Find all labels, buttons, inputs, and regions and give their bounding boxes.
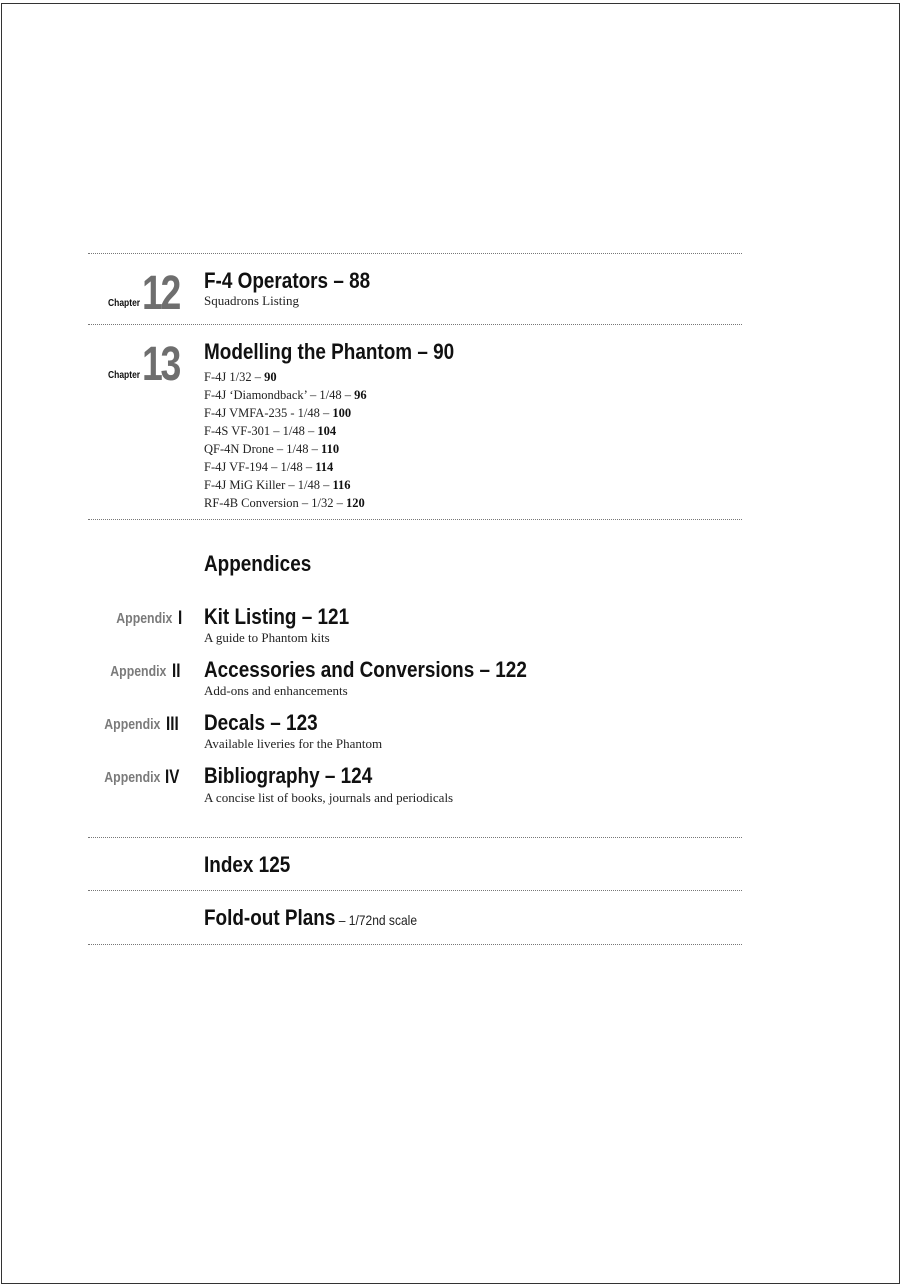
appendix-title: Bibliography – 124	[204, 763, 373, 788]
appendix-label: Appendix	[103, 769, 160, 786]
chapter-contents-list	[204, 368, 367, 512]
chapter-number: 12	[142, 267, 179, 320]
list-item: F-4J ‘Diamondback’ – 1/48 – 96	[204, 388, 367, 402]
index-entry: Index 125	[204, 852, 291, 877]
foldout-scale: – 1/72nd scale	[335, 912, 418, 928]
divider	[88, 837, 742, 838]
appendix-subtitle: A guide to Phantom kits	[204, 630, 330, 645]
chapter-label: Chapter	[108, 370, 141, 381]
divider	[88, 944, 742, 945]
chapter-title: F-4 Operators – 88	[204, 268, 371, 293]
page	[1, 3, 900, 1284]
divider	[88, 253, 742, 254]
list-item: F-4J VF-194 – 1/48 – 114	[204, 460, 334, 474]
divider	[88, 890, 742, 891]
list-item: F-4J VMFA-235 - 1/48 – 100	[204, 406, 352, 420]
appendix-numeral: III	[166, 714, 179, 735]
list-item: QF-4N Drone – 1/48 – 110	[204, 442, 340, 456]
chapter-label: Chapter	[108, 298, 141, 309]
appendix-title: Accessories and Conversions – 122	[204, 657, 527, 682]
appendix-numeral: IV	[165, 767, 180, 788]
appendix-label: Appendix	[103, 716, 160, 733]
appendix-label: Appendix	[115, 610, 172, 627]
divider	[88, 324, 742, 325]
appendix-label: Appendix	[109, 663, 166, 680]
list-item: RF-4B Conversion – 1/32 – 120	[204, 496, 365, 510]
appendix-subtitle: Add-ons and enhancements	[204, 683, 348, 698]
chapter-title: Modelling the Phantom – 90	[204, 339, 455, 364]
appendix-title: Decals – 123	[204, 710, 318, 735]
chapter-number: 13	[142, 338, 179, 391]
appendix-numeral: I	[178, 608, 183, 629]
list-item: F-4J 1/32 – 90	[204, 370, 277, 384]
appendices-heading: Appendices	[204, 551, 312, 576]
list-item: F-4S VF-301 – 1/48 – 104	[204, 424, 337, 438]
appendix-title: Kit Listing – 121	[204, 604, 350, 629]
appendix-numeral: II	[172, 661, 181, 682]
list-item: F-4J MiG Killer – 1/48 – 116	[204, 478, 351, 492]
chapter-subtitle: Squadrons Listing	[204, 293, 299, 308]
appendix-subtitle: Available liveries for the Phantom	[204, 736, 383, 751]
foldout-entry	[204, 907, 417, 929]
foldout-title: Fold-out Plans	[204, 905, 336, 930]
appendix-subtitle: A concise list of books, journals and periodicals	[204, 790, 454, 805]
divider	[88, 519, 742, 520]
